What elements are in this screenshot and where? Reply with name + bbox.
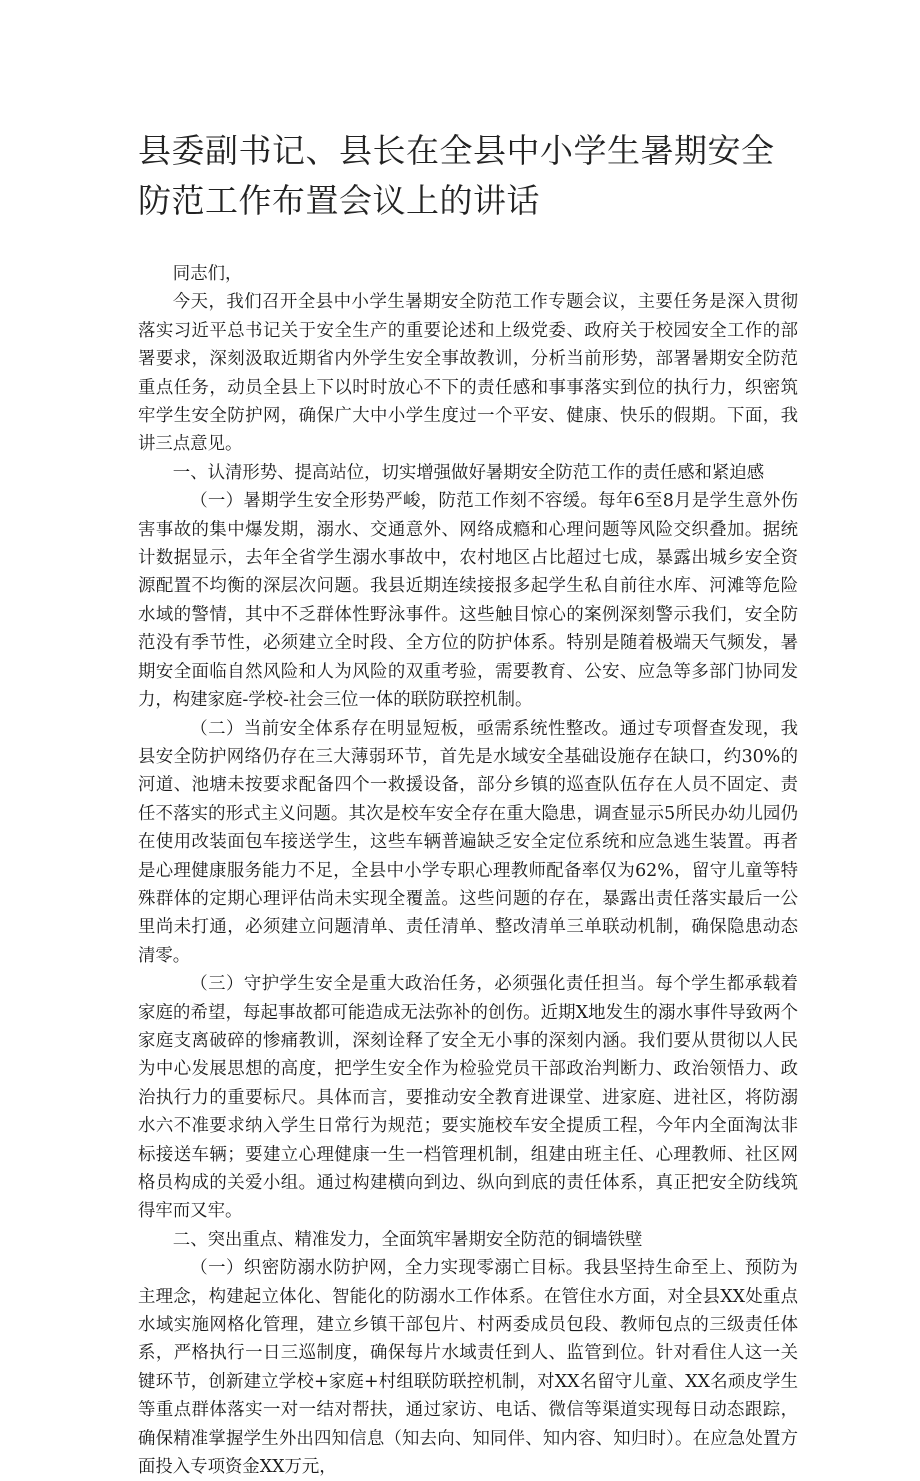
section-1-paragraph-1: （一）暑期学生安全形势严峻，防范工作刻不容缓。每年6至8月是学生意外伤害事故的集中爆发期，溺水、交通意外、网络成瘾和心理问题等风险交织叠加。据统计数据显示，去年全省学生溺水事故中，农村地区占比超过七成，暴露出城乡安全资源配置不均衡的深层次问题。我县近期连续接报多起学生私自前往水库、河滩等危险水域的警情，其中不乏群体性野泳事件。这些触目惊心的案例深刻警示我们，安全防范没有季节性，必须建立全时段、全方位的防护体系。特别是随着极端天气频发，暑期安全面临自然风险和人为风险的双重考验，需要教育、公安、应急等多部门协同发力，构建家庭-学校-社会三位一体的联防联控机制。 [138,491,798,711]
document-title: 县委副书记、县长在全县中小学生暑期安全防范工作布置会议上的讲话 [138,131,775,220]
intro-paragraph: 今天，我们召开全县中小学生暑期安全防范工作专题会议，主要任务是深入贯彻落实习近平总书记关于安全生产的重要论述和上级党委、政府关于校园安全工作的部署要求，深刻汲取近期省内外学生安全事故教训，分析当前形势，部署暑期安全防范重点任务，动员全县上下以时时放心不下的责任感和事事落实到位的执行力，织密筑牢学生安全防护网，确保广大中小学生度过一个平安、健康、快乐的假期。下面，我讲三点意见。 [138,292,798,455]
section-2-paragraph-1: （一）织密防溺水防护网，全力实现零溺亡目标。我县坚持生命至上、预防为主理念，构建起立体化、智能化的防溺水工作体系。在管住水方面，对全县XX处重点水域实施网格化管理，建立乡镇干部包片、村两委成员包段、教师包点的三级责任体系，严格执行一日三巡制度，确保每片水域责任到人、监管到位。针对看住人这一关键环节，创新建立学校+家庭+村组联防联控机制，对XX名留守儿童、XX名顽皮学生等重点群体落实一对一结对帮扶，通过家访、电话、微信等渠道实现每日动态跟踪，确保精准掌握学生外出四知信息（知去向、知同伴、知内容、知归时）。在应急处置方面投入专项资金XX万元， [138,1258,798,1478]
salutation: 同志们， [172,264,243,284]
section-1-heading: 一、认清形势、提高站位，切实增强做好暑期安全防范工作的责任感和紧迫感 [172,462,765,483]
section-2-heading: 二、突出重点、精准发力，全面筑牢暑期安全防范的铜墙铁壁 [172,1229,643,1250]
document-page [138,126,798,1481]
document-body [138,260,798,1481]
section-1-paragraph-3: （三）守护学生安全是重大政治任务，必须强化责任担当。每个学生都承载着家庭的希望，每起事故都可能造成无法弥补的创伤。近期X地发生的溺水事件导致两个家庭支离破碎的惨痛教训，深刻诠释了安全无小事的深刻内涵。我们要从贯彻以人民为中心发展思想的高度，把学生安全作为检验党员干部政治判断力、政治领悟力、政治执行力的重要标尺。具体而言，要推动安全教育进课堂、进家庭、进社区，将防溺水六不准要求纳入学生日常行为规范；要实施校车安全提质工程，今年内全面淘汰非标接送车辆；要建立心理健康一生一档管理机制，组建由班主任、心理教师、社区网格员构成的关爱小组。通过构建横向到边、纵向到底的责任体系，真正把安全防线筑得牢而又牢。 [138,974,798,1222]
section-1-paragraph-2: （二）当前安全体系存在明显短板，亟需系统性整改。通过专项督查发现，我县安全防护网络仍存在三大薄弱环节，首先是水域安全基础设施存在缺口，约30%的河道、池塘未按要求配备四个一救援设备，部分乡镇的巡查队伍存在人员不固定、责任不落实的形式主义问题。其次是校车安全存在重大隐患，调查显示5所民办幼儿园仍在使用改装面包车接送学生，这些车辆普遍缺乏安全定位系统和应急逃生装置。再者是心理健康服务能力不足，全县中小学专职心理教师配备率仅为62%，留守儿童等特殊群体的定期心理评估尚未实现全覆盖。这些问题的存在，暴露出责任落实最后一公里尚未打通，必须建立问题清单、责任清单、整改清单三单联动机制，确保隐患动态清零。 [138,718,798,966]
